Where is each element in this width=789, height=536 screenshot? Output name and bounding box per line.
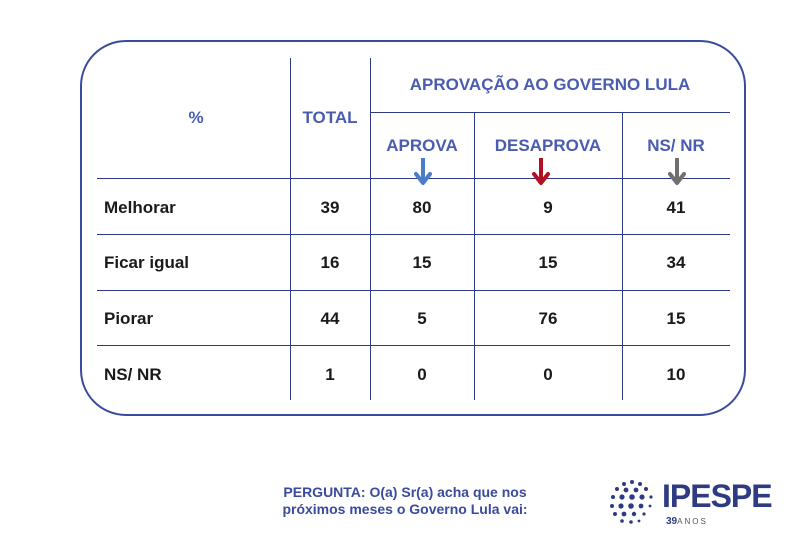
total-header: TOTAL bbox=[302, 108, 358, 127]
divider-total-left bbox=[290, 58, 291, 400]
cell-nsnr: 15 bbox=[666, 309, 686, 328]
cell-desaprova: 15 bbox=[538, 253, 558, 272]
cell-total: 1 bbox=[325, 365, 335, 384]
question-line-1: PERGUNTA: O(a) Sr(a) acha que nos bbox=[283, 484, 527, 500]
divider-total-right bbox=[370, 58, 371, 400]
cell-aprova: 5 bbox=[417, 309, 427, 328]
arrow-down-icon-nsnr bbox=[668, 158, 686, 188]
divider-group-header bbox=[370, 112, 730, 113]
logo-years-number: 39 bbox=[666, 516, 678, 527]
header-nsnr: NS/ NR bbox=[647, 136, 705, 155]
question-line-2: próximos meses o Governo Lula vai: bbox=[282, 501, 528, 517]
arrow-down-icon-desaprova bbox=[532, 158, 550, 188]
cell-aprova: 80 bbox=[412, 198, 432, 217]
cell-desaprova: 9 bbox=[543, 198, 553, 217]
cell-total: 39 bbox=[320, 198, 340, 217]
row-label: Piorar bbox=[104, 309, 154, 328]
cell-nsnr: 41 bbox=[666, 198, 686, 217]
row-label: Ficar igual bbox=[104, 253, 190, 272]
divider-row-2 bbox=[97, 290, 730, 291]
divider-row-3 bbox=[97, 345, 730, 346]
corner-label: % bbox=[188, 108, 204, 127]
dotted-globe-icon bbox=[606, 476, 658, 528]
divider-desaprova-right bbox=[622, 112, 623, 400]
arrow-down-icon-aprova bbox=[414, 158, 432, 188]
cell-total: 44 bbox=[320, 309, 340, 328]
cell-nsnr: 34 bbox=[666, 253, 686, 272]
divider-aprova-right bbox=[474, 112, 475, 400]
logo-years-label: ANOS bbox=[677, 517, 708, 526]
row-label: Melhorar bbox=[104, 198, 176, 217]
logo-years bbox=[666, 516, 708, 527]
cell-total: 16 bbox=[320, 253, 340, 272]
row-label: NS/ NR bbox=[104, 365, 162, 384]
group-header: APROVAÇÃO AO GOVERNO LULA bbox=[409, 75, 691, 94]
cell-desaprova: 0 bbox=[543, 365, 553, 384]
survey-question bbox=[260, 484, 550, 518]
table-frame bbox=[80, 40, 746, 416]
logo-wordmark: IPESPE bbox=[662, 478, 772, 514]
cell-desaprova: 76 bbox=[538, 309, 558, 328]
cell-aprova: 15 bbox=[412, 253, 432, 272]
divider-row-1 bbox=[97, 234, 730, 235]
header-aprova: APROVA bbox=[386, 136, 458, 155]
cell-nsnr: 10 bbox=[666, 365, 686, 384]
cell-aprova: 0 bbox=[417, 365, 427, 384]
header-desaprova: DESAPROVA bbox=[494, 136, 602, 155]
ipespe-logo bbox=[606, 474, 786, 530]
